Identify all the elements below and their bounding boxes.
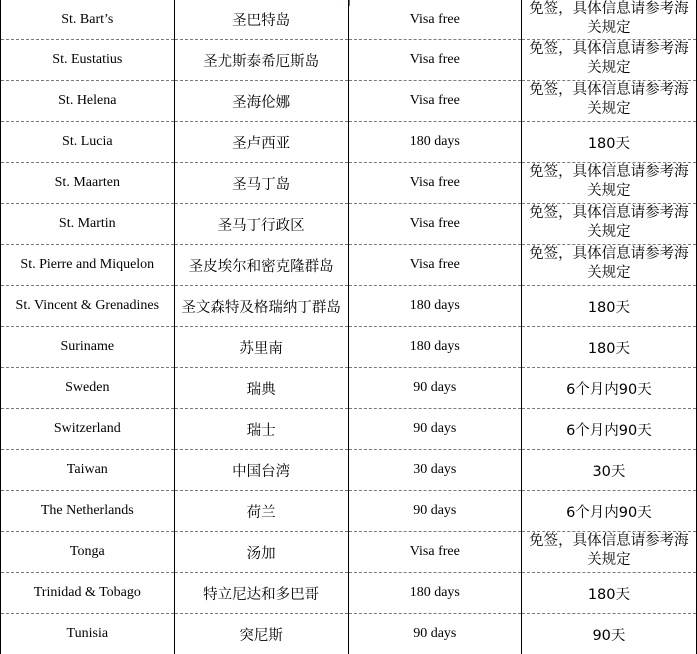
country-name-chinese-cell[interactable]: 圣尤斯泰希厄斯岛: [174, 40, 348, 81]
country-name-english-cell[interactable]: Trinidad & Tobago: [1, 573, 174, 614]
table-row: [1, 491, 697, 532]
table-row: [1, 81, 697, 122]
country-name-english-cell[interactable]: St. Maarten: [1, 163, 174, 204]
country-name-english-cell[interactable]: Suriname: [1, 327, 174, 368]
table-row: [1, 122, 697, 163]
table-row: [1, 163, 697, 204]
country-name-chinese-cell[interactable]: 圣巴特岛: [174, 0, 348, 40]
country-name-english-cell[interactable]: St. Helena: [1, 81, 174, 122]
table-row: [1, 532, 697, 573]
country-name-english-cell[interactable]: St. Martin: [1, 204, 174, 245]
country-name-chinese-cell[interactable]: 圣皮埃尔和密克隆群岛: [174, 245, 348, 286]
visa-rule-chinese-cell[interactable]: 免签，具体信息请参考海关规定: [521, 163, 696, 204]
country-name-english-cell[interactable]: St. Bart’s: [1, 0, 174, 40]
country-name-chinese-cell[interactable]: 圣海伦娜: [174, 81, 348, 122]
visa-rule-chinese-cell[interactable]: 免签，具体信息请参考海关规定: [521, 245, 696, 286]
visa-rule-chinese-cell[interactable]: 免签，具体信息请参考海关规定: [521, 81, 696, 122]
country-name-english-cell[interactable]: Switzerland: [1, 409, 174, 450]
country-name-english-cell[interactable]: Sweden: [1, 368, 174, 409]
visa-rule-chinese-cell[interactable]: 免签，具体信息请参考海关规定: [521, 40, 696, 81]
country-name-english-cell[interactable]: St. Pierre and Miquelon: [1, 245, 174, 286]
table-row: [1, 286, 697, 327]
country-name-english-cell[interactable]: Tonga: [1, 532, 174, 573]
visa-rule-chinese-cell[interactable]: 6个月内90天: [521, 368, 696, 409]
table-row: [1, 40, 697, 81]
visa-rule-english-cell[interactable]: 180 days: [348, 573, 521, 614]
visa-rule-english-cell[interactable]: Visa free: [348, 81, 521, 122]
visa-rule-chinese-cell[interactable]: 免签，具体信息请参考海关规定: [521, 0, 696, 40]
country-name-english-cell[interactable]: Tunisia: [1, 614, 174, 654]
table-row: [1, 614, 697, 654]
visa-rule-chinese-cell[interactable]: 180天: [521, 573, 696, 614]
visa-rule-english-cell[interactable]: Visa free: [348, 204, 521, 245]
visa-rule-english-cell[interactable]: 30 days: [348, 450, 521, 491]
country-name-chinese-cell[interactable]: 圣马丁行政区: [174, 204, 348, 245]
visa-rule-chinese-cell[interactable]: 6个月内90天: [521, 409, 696, 450]
table-row: [1, 573, 697, 614]
visa-rule-english-cell[interactable]: 90 days: [348, 614, 521, 654]
country-name-chinese-cell[interactable]: 突尼斯: [174, 614, 348, 654]
country-name-chinese-cell[interactable]: 中国台湾: [174, 450, 348, 491]
country-name-chinese-cell[interactable]: 瑞典: [174, 368, 348, 409]
country-name-chinese-cell[interactable]: 特立尼达和多巴哥: [174, 573, 348, 614]
visa-rule-english-cell[interactable]: 180 days: [348, 286, 521, 327]
visa-rule-chinese-cell[interactable]: 180天: [521, 122, 696, 163]
country-name-chinese-cell[interactable]: 圣文森特及格瑞纳丁群岛: [174, 286, 348, 327]
visa-rule-english-cell[interactable]: 90 days: [348, 368, 521, 409]
country-name-chinese-cell[interactable]: 圣卢西亚: [174, 122, 348, 163]
country-name-chinese-cell[interactable]: 圣马丁岛: [174, 163, 348, 204]
country-name-english-cell[interactable]: Taiwan: [1, 450, 174, 491]
country-name-chinese-cell[interactable]: 苏里南: [174, 327, 348, 368]
cell-selection-marker: [349, 0, 350, 6]
country-name-english-cell[interactable]: St. Lucia: [1, 122, 174, 163]
visa-policy-table: [1, 0, 697, 654]
visa-rule-english-cell[interactable]: 90 days: [348, 491, 521, 532]
visa-rule-english-cell[interactable]: Visa free: [348, 532, 521, 573]
visa-rule-english-cell[interactable]: Visa free: [348, 245, 521, 286]
visa-rule-chinese-cell[interactable]: 30天: [521, 450, 696, 491]
visa-rule-english-cell[interactable]: 90 days: [348, 409, 521, 450]
country-name-chinese-cell[interactable]: 汤加: [174, 532, 348, 573]
visa-rule-chinese-cell[interactable]: 6个月内90天: [521, 491, 696, 532]
table-row: [1, 204, 697, 245]
visa-rule-english-cell[interactable]: Visa free: [348, 0, 521, 40]
table-row: [1, 450, 697, 491]
visa-rule-english-cell[interactable]: 180 days: [348, 327, 521, 368]
country-name-chinese-cell[interactable]: 瑞士: [174, 409, 348, 450]
country-name-chinese-cell[interactable]: 荷兰: [174, 491, 348, 532]
country-name-english-cell[interactable]: St. Eustatius: [1, 40, 174, 81]
table-row: [1, 327, 697, 368]
country-name-english-cell[interactable]: The Netherlands: [1, 491, 174, 532]
table-row: [1, 245, 697, 286]
visa-rule-chinese-cell[interactable]: 180天: [521, 286, 696, 327]
visa-rule-english-cell[interactable]: 180 days: [348, 122, 521, 163]
table-row: [1, 409, 697, 450]
table-row: [1, 368, 697, 409]
visa-rule-english-cell[interactable]: Visa free: [348, 163, 521, 204]
visa-table-body: [1, 0, 697, 654]
visa-rule-english-cell[interactable]: Visa free: [348, 40, 521, 81]
country-name-english-cell[interactable]: St. Vincent & Grenadines: [1, 286, 174, 327]
visa-rule-chinese-cell[interactable]: 180天: [521, 327, 696, 368]
visa-rule-chinese-cell[interactable]: 免签，具体信息请参考海关规定: [521, 532, 696, 573]
visa-rule-chinese-cell[interactable]: 免签，具体信息请参考海关规定: [521, 204, 696, 245]
visa-rule-chinese-cell[interactable]: 90天: [521, 614, 696, 654]
